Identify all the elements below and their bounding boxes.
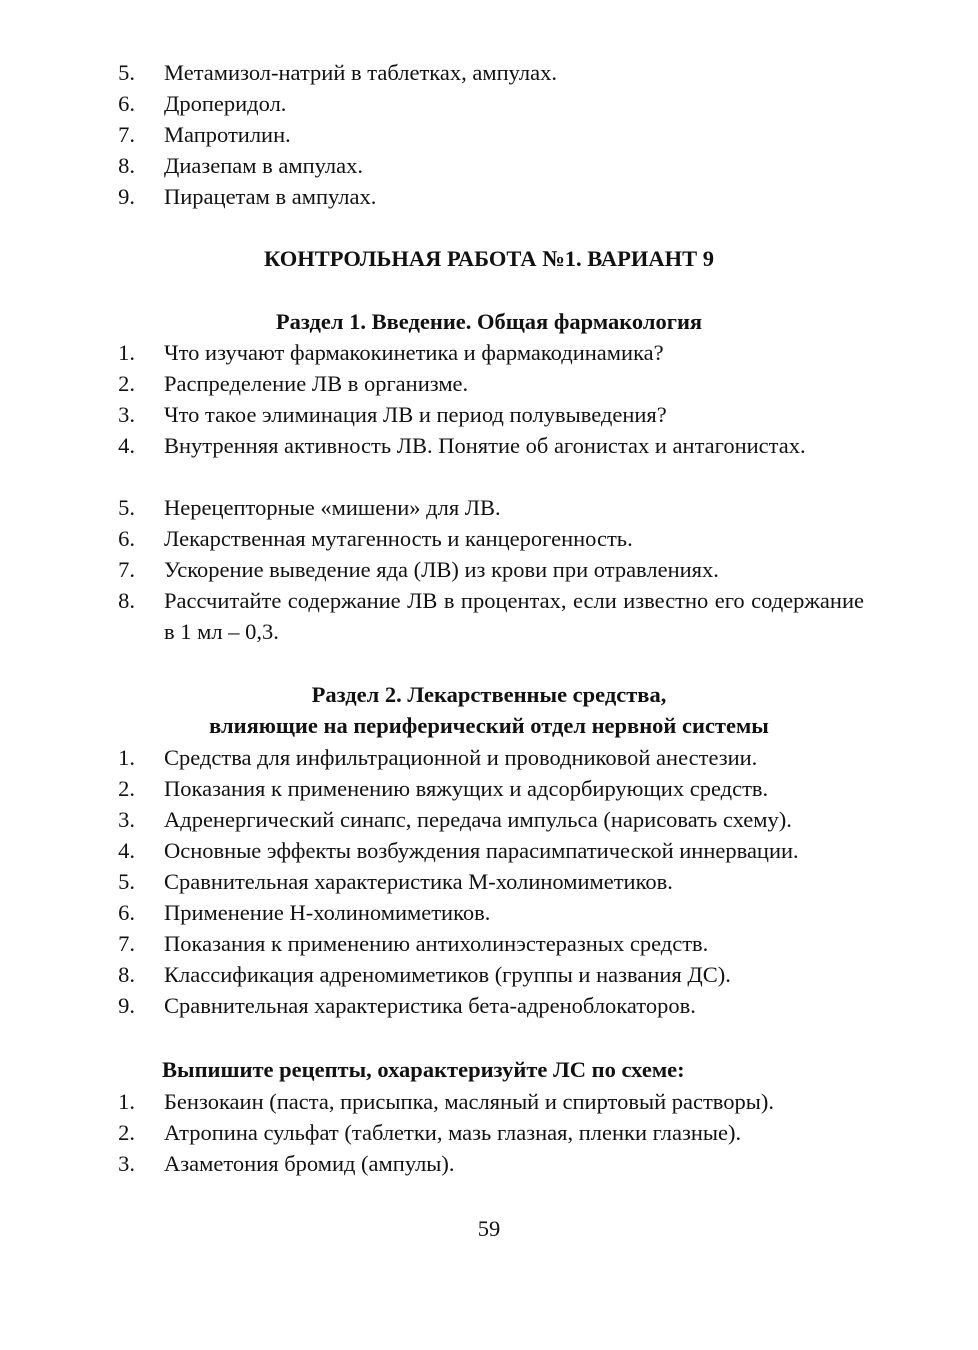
item-number: 8. [118,588,135,613]
list-item [0,990,978,1021]
section1-heading: Раздел 1. Введение. Общая фармакология [275,309,703,334]
list-item [0,554,978,585]
item-text: Показания к применению вяжущих и адсорбирующих средств. [164,776,769,801]
item-text: Внутренняя активность ЛВ. Понятие об агонистах и антагонистах. [164,433,806,458]
item-number: 2. [118,1120,135,1145]
item-number: 1. [118,745,135,770]
item-number: 4. [118,838,135,863]
item-text: Что такое элиминация ЛВ и период полувыведения? [164,402,667,427]
item-text: Мапротилин. [164,122,291,147]
list-item [0,897,978,928]
item-number: 7. [118,122,135,147]
page-number: 59 [477,1216,501,1241]
item-number: 8. [118,962,135,987]
item-text: Распределение ЛВ в организме. [164,371,469,396]
list-item [0,928,978,959]
list-item [0,88,978,119]
item-text: Основные эффекты возбуждения парасимпатической иннервации. [164,838,799,863]
top-list [0,57,978,212]
item-text: Нерецепторные «мишени» для ЛВ. [164,495,501,520]
item-text: Применение Н-холиномиметиков. [164,900,491,925]
list-item [0,523,978,554]
item-text: Метамизол-натрий в таблетках, ампулах. [164,60,557,85]
item-text: Дроперидол. [164,91,287,116]
list-item [0,959,978,990]
list-item [0,119,978,150]
item-text: Пирацетам в ампулах. [164,184,377,209]
item-text: Азаметония бромид (ампулы). [164,1151,455,1176]
section2-list [0,742,978,1021]
item-number: 2. [118,776,135,801]
list-item [0,1086,978,1117]
list-item [0,804,978,835]
list-item [0,368,978,399]
item-text: Сравнительная характеристика М-холиномиметиков. [164,869,673,894]
list-item [0,181,978,212]
section1-list [0,337,978,647]
list-item [0,835,978,866]
item-text: Адренергический синапс, передача импульса (нарисовать схему). [164,807,792,832]
item-text: Классификация адреномиметиков (группы и названия ДС). [164,962,731,987]
item-number: 6. [118,526,135,551]
list-item [0,430,978,492]
item-number: 9. [118,184,135,209]
list-item [0,492,978,523]
item-number: 1. [118,1089,135,1114]
item-number: 5. [118,869,135,894]
list-item [0,1148,978,1179]
item-text: Ускорение выведение яда (ЛВ) из крови при отравлениях. [164,557,719,582]
item-number: 1. [118,340,135,365]
list-item [0,57,978,88]
prescriptions-heading: Выпишите рецепты, охарактеризуйте ЛС по схеме: [162,1057,685,1082]
item-text: Лекарственная мутагенность и канцерогенность. [164,526,633,551]
list-item [0,866,978,897]
item-text: Показания к применению антихолинэстеразных средств. [164,931,709,956]
list-item [0,773,978,804]
item-text: Атропина сульфат (таблетки, мазь глазная, пленки глазные). [164,1120,742,1145]
item-text: Диазепам в ампулах. [164,153,364,178]
item-number: 3. [118,402,135,427]
item-number: 6. [118,91,135,116]
list-item [0,742,978,773]
item-number: 7. [118,557,135,582]
item-text: Сравнительная характеристика бета-адреноблокаторов. [164,993,696,1018]
list-item [0,337,978,368]
item-number: 9. [118,993,135,1018]
item-number: 2. [118,371,135,396]
list-item [0,585,978,647]
item-number: 5. [118,495,135,520]
item-number: 8. [118,153,135,178]
item-text: Что изучают фармакокинетика и фармакодинамика? [164,340,664,365]
section2-heading-line1: Раздел 2. Лекарственные средства, [311,682,667,707]
item-number: 3. [118,807,135,832]
prescriptions-list [0,1086,978,1179]
item-text: Средства для инфильтрационной и проводниковой анестезии. [164,745,758,770]
item-number: 5. [118,60,135,85]
item-text: Рассчитайте содержание ЛВ в процентах, если известно его содержание в 1 мл – 0,3. [164,588,864,644]
page-title: КОНТРОЛЬНАЯ РАБОТА №1. ВАРИАНТ 9 [264,246,714,271]
item-number: 7. [118,931,135,956]
item-number: 4. [118,433,135,458]
item-text: Бензокаин (паста, присыпка, масляный и спиртовый растворы). [164,1089,774,1114]
list-item [0,1117,978,1148]
section2-heading-line2: влияющие на периферический отдел нервной системы [209,713,769,738]
item-number: 6. [118,900,135,925]
list-item [0,150,978,181]
list-item [0,399,978,430]
item-number: 3. [118,1151,135,1176]
